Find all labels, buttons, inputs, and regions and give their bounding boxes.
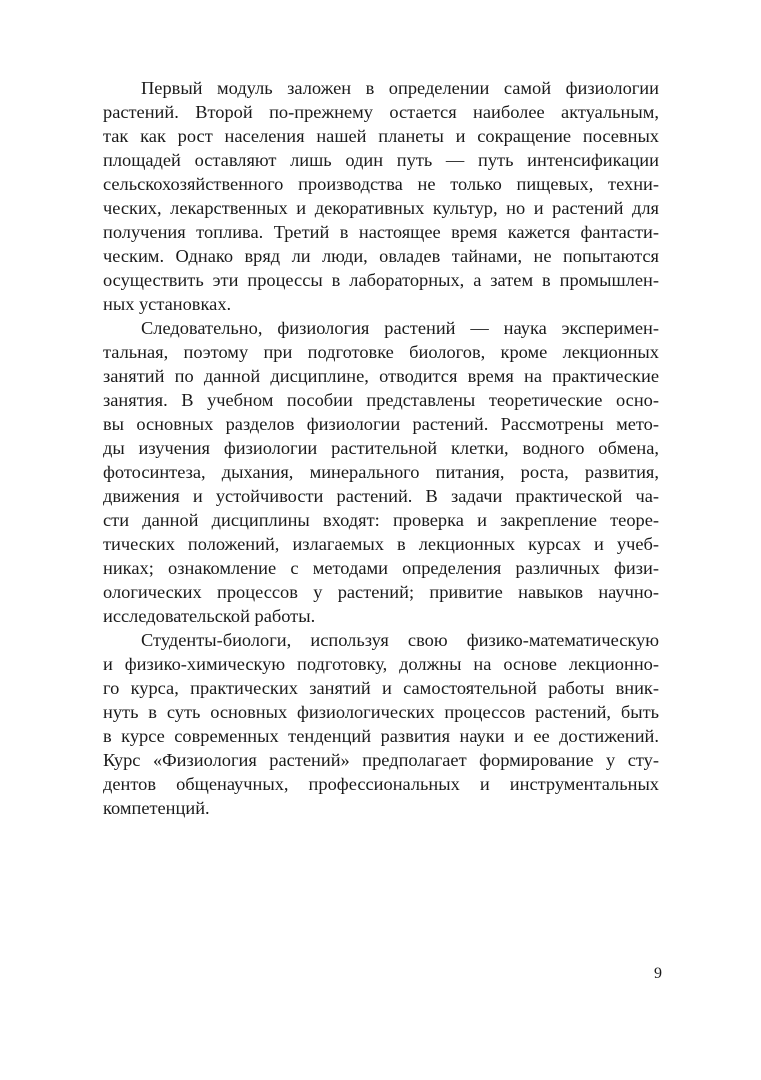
- paragraph-2: [103, 316, 659, 628]
- text-line: площадей оставляют лишь один путь — путь интенсификации: [103, 150, 659, 170]
- text-line: ческих, лекарственных и декоративных культур, но и растений для: [103, 198, 659, 218]
- text-line: дентов общенаучных, профессиональных и инструментальных: [103, 774, 659, 794]
- text-line: Студенты-биологи, используя свою физико-математическую: [141, 630, 659, 650]
- text-line: нуть в суть основных физиологических процессов растений, быть: [103, 702, 659, 722]
- text-line: сти данной дисциплины входят: проверка и закрепление теоре-: [103, 510, 659, 530]
- text-line: ологических процессов у растений; привитие навыков научно-: [103, 582, 659, 602]
- text-line: Первый модуль заложен в определении самой физиологии: [141, 78, 659, 98]
- text-line: го курса, практических занятий и самостоятельной работы вник-: [103, 678, 659, 698]
- text-line: тических положений, излагаемых в лекционных курсах и учеб-: [103, 534, 659, 554]
- paragraph-3: [103, 628, 659, 820]
- document-body: [103, 76, 659, 820]
- paragraph-1: [103, 76, 659, 316]
- text-line: Следовательно, физиология растений — наука эксперимен-: [141, 318, 659, 338]
- text-line: занятия. В учебном пособии представлены теоретические осно-: [103, 390, 659, 410]
- page-number: 9: [654, 965, 662, 982]
- text-line: ды изучения физиологии растительной клетки, водного обмена,: [103, 438, 659, 458]
- text-line: вы основных разделов физиологии растений. Рассмотрены мето-: [103, 414, 659, 434]
- text-line: Курс «Физиология растений» предполагает формирование у сту-: [103, 750, 659, 770]
- text-line: ческим. Однако вряд ли люди, овладев тайнами, не попытаются: [103, 246, 659, 266]
- text-line: и физико-химическую подготовку, должны на основе лекционно-: [103, 654, 659, 674]
- text-line: занятий по данной дисциплине, отводится время на практические: [103, 366, 659, 386]
- text-line: тальная, поэтому при подготовке биологов, кроме лекционных: [103, 342, 659, 362]
- text-line: компетенций.: [103, 798, 210, 818]
- text-line: в курсе современных тенденций развития науки и ее достижений.: [103, 726, 659, 746]
- text-line: получения топлива. Третий в настоящее время кажется фантасти-: [103, 222, 659, 242]
- text-line: фотосинтеза, дыхания, минерального питания, роста, развития,: [103, 462, 659, 482]
- text-line: сельскохозяйственного производства не только пищевых, техни-: [103, 174, 659, 194]
- text-line: движения и устойчивости растений. В задачи практической ча-: [103, 486, 659, 506]
- text-line: ных установках.: [103, 294, 232, 314]
- text-line: исследовательской работы.: [103, 606, 316, 626]
- text-line: никах; ознакомление с методами определения различных физи-: [103, 558, 659, 578]
- text-line: растений. Второй по-прежнему остается наиболее актуальным,: [103, 102, 659, 122]
- text-line: осуществить эти процессы в лабораторных, а затем в промышлен-: [103, 270, 659, 290]
- text-line: так как рост населения нашей планеты и сокращение посевных: [103, 126, 659, 146]
